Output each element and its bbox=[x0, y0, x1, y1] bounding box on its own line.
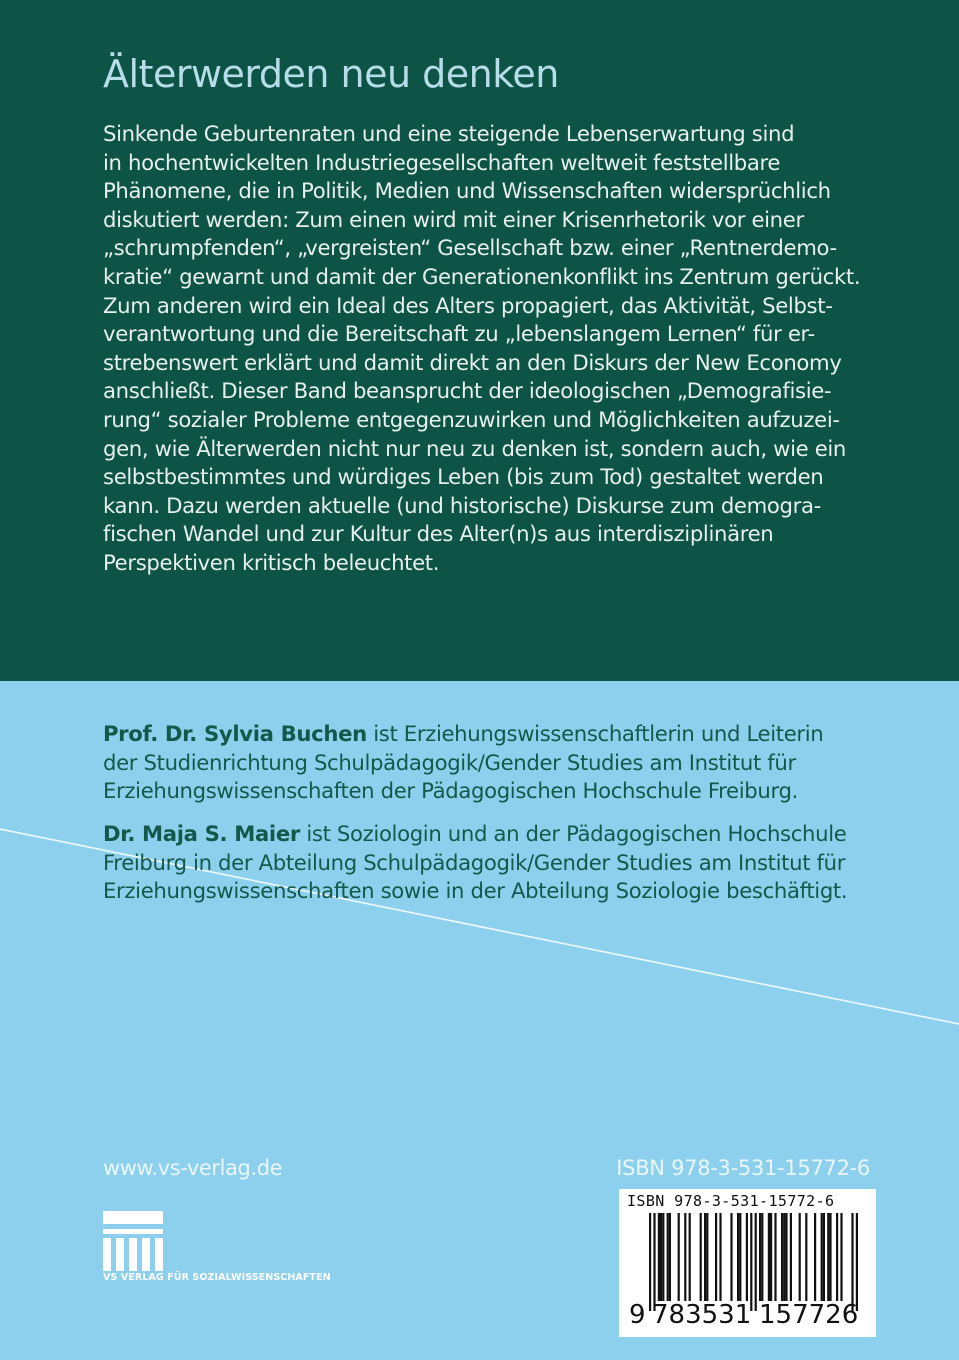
publisher-logo-icon bbox=[103, 1211, 165, 1271]
barcode-bar bbox=[770, 1213, 772, 1301]
blurb-line: in hochentwickelten Industriegesellschaften weltweit feststellbare bbox=[103, 149, 781, 175]
barcode-bar bbox=[790, 1213, 792, 1301]
barcode-bar bbox=[836, 1213, 838, 1301]
barcode-bar bbox=[761, 1213, 763, 1301]
barcode-bar bbox=[759, 1213, 761, 1301]
blurb-line: selbstbestimmtes und würdiges Leben (bis zum Tod) gestaltet werden bbox=[103, 464, 824, 490]
barcode-bar bbox=[829, 1213, 831, 1301]
barcode-bar bbox=[827, 1213, 829, 1301]
barcode-bar bbox=[667, 1213, 669, 1301]
barcode-bar bbox=[700, 1213, 702, 1301]
barcode-bar bbox=[662, 1213, 664, 1301]
barcode-bar bbox=[755, 1213, 757, 1311]
blurb-line: kratie“ gewarnt und damit der Generationenkonflikt ins Zentrum gerückt. bbox=[103, 263, 861, 289]
isbn-label: ISBN 978-3-531-15772-6 bbox=[616, 1156, 870, 1180]
book-title: Älterwerden neu denken bbox=[103, 52, 559, 96]
barcode-bar bbox=[746, 1213, 748, 1301]
blurb-line: verantwortung und die Bereitschaft zu „lebenslangem Lernen“ für er- bbox=[103, 321, 815, 347]
author-bio-text: Erziehungswissenschaften der Pädagogischen Hochschule Freiburg. bbox=[103, 778, 798, 804]
blurb-line: anschließt. Dieser Band beansprucht der ideologischen „Demografisie- bbox=[103, 378, 832, 404]
barcode-bar bbox=[823, 1213, 825, 1301]
barcode-bar bbox=[768, 1213, 770, 1301]
blurb-text bbox=[103, 120, 903, 578]
barcode bbox=[619, 1189, 876, 1337]
barcode-bar bbox=[783, 1213, 785, 1301]
author-name: Prof. Dr. Sylvia Buchen bbox=[103, 721, 367, 746]
barcode-bar bbox=[730, 1213, 732, 1301]
blurb-line: Phänomene, die in Politik, Medien und Wissenschaften widersprüchlich bbox=[103, 178, 831, 204]
blurb-line: Zum anderen wird ein Ideal des Alters propagiert, das Aktivität, Selbst- bbox=[103, 292, 833, 318]
barcode-bar bbox=[821, 1213, 823, 1301]
blurb-line: „schrumpfenden“, „vergreisten“ Gesellschaft bzw. einer „Rentnerdemo- bbox=[103, 235, 837, 261]
publisher-website[interactable]: www.vs-verlag.de bbox=[103, 1156, 283, 1180]
barcode-bar bbox=[678, 1213, 680, 1301]
author-bio-text: Freiburg in der Abteilung Schulpädagogik/Gender Studies am Institut für bbox=[103, 849, 846, 875]
barcode-bar bbox=[689, 1213, 691, 1301]
barcode-bar bbox=[649, 1213, 651, 1311]
author-bio-maier bbox=[103, 820, 923, 906]
barcode-bar bbox=[805, 1213, 807, 1301]
author-bio-buchen bbox=[103, 720, 923, 806]
author-bio-text: Erziehungswissenschaften sowie in der Abteilung Soziologie beschäftigt. bbox=[103, 878, 848, 904]
blurb-line: Perspektiven kritisch beleuchtet. bbox=[103, 549, 440, 575]
barcode-left-digits: 783531 bbox=[652, 1300, 752, 1330]
barcode-bar bbox=[739, 1213, 741, 1301]
author-name: Dr. Maja S. Maier bbox=[103, 821, 300, 846]
blurb-line: diskutiert werden: Zum einen wird mit einer Krisenrhetorik vor einer bbox=[103, 206, 804, 232]
blurb-line: gen, wie Älterwerden nicht nur neu zu denken ist, sondern auch, wie ein bbox=[103, 435, 846, 461]
author-bio-text: ist Soziologin und an der Pädagogischen Hochschule bbox=[299, 821, 847, 846]
blurb-line: rung“ sozialer Probleme entgegenzuwirken und Möglichkeiten aufzuzei- bbox=[103, 406, 840, 432]
blurb-line: Sinkende Geburtenraten und eine steigende Lebenserwartung sind bbox=[103, 121, 795, 146]
author-bio-text: der Studienrichtung Schulpädagogik/Gender Studies am Institut für bbox=[103, 749, 796, 775]
barcode-bar bbox=[719, 1213, 721, 1301]
barcode-bar bbox=[785, 1213, 787, 1301]
barcode-first-digit: 9 bbox=[629, 1300, 646, 1330]
barcode-bar bbox=[653, 1213, 655, 1311]
barcode-right-digits: 157726 bbox=[759, 1300, 859, 1330]
barcode-bar bbox=[840, 1213, 842, 1301]
blurb-line: strebenswert erklärt und damit direkt an den Diskurs der New Economy bbox=[103, 349, 842, 375]
barcode-bar bbox=[851, 1213, 853, 1311]
barcode-bar bbox=[814, 1213, 816, 1301]
barcode-bar bbox=[774, 1213, 776, 1301]
barcode-bar bbox=[706, 1213, 708, 1301]
barcode-bar bbox=[669, 1213, 671, 1301]
publisher-logo-caption: VS VERLAG FÜR SOZIALWISSENSCHAFTEN bbox=[103, 1272, 331, 1283]
barcode-bar bbox=[684, 1213, 686, 1301]
barcode-bar bbox=[750, 1213, 752, 1311]
barcode-bar bbox=[799, 1213, 801, 1301]
barcode-bar bbox=[704, 1213, 706, 1301]
barcode-bar bbox=[658, 1213, 660, 1301]
barcode-bar bbox=[781, 1213, 783, 1301]
barcode-isbn-text: ISBN 978-3-531-15772-6 bbox=[627, 1192, 835, 1210]
barcode-bar bbox=[737, 1213, 739, 1301]
lower-panel bbox=[0, 681, 959, 1360]
blurb-line: fischen Wandel und zur Kultur des Alter(n)s aus interdisziplinären bbox=[103, 521, 774, 547]
barcode-bar bbox=[660, 1213, 662, 1301]
barcode-bar bbox=[856, 1213, 858, 1311]
blurb-line: kann. Dazu werden aktuelle (und historische) Diskurse zum demogra- bbox=[103, 492, 821, 518]
barcode-bar bbox=[715, 1213, 717, 1301]
author-bio-text: ist Erziehungswissenschaftlerin und Leiterin bbox=[366, 721, 824, 746]
